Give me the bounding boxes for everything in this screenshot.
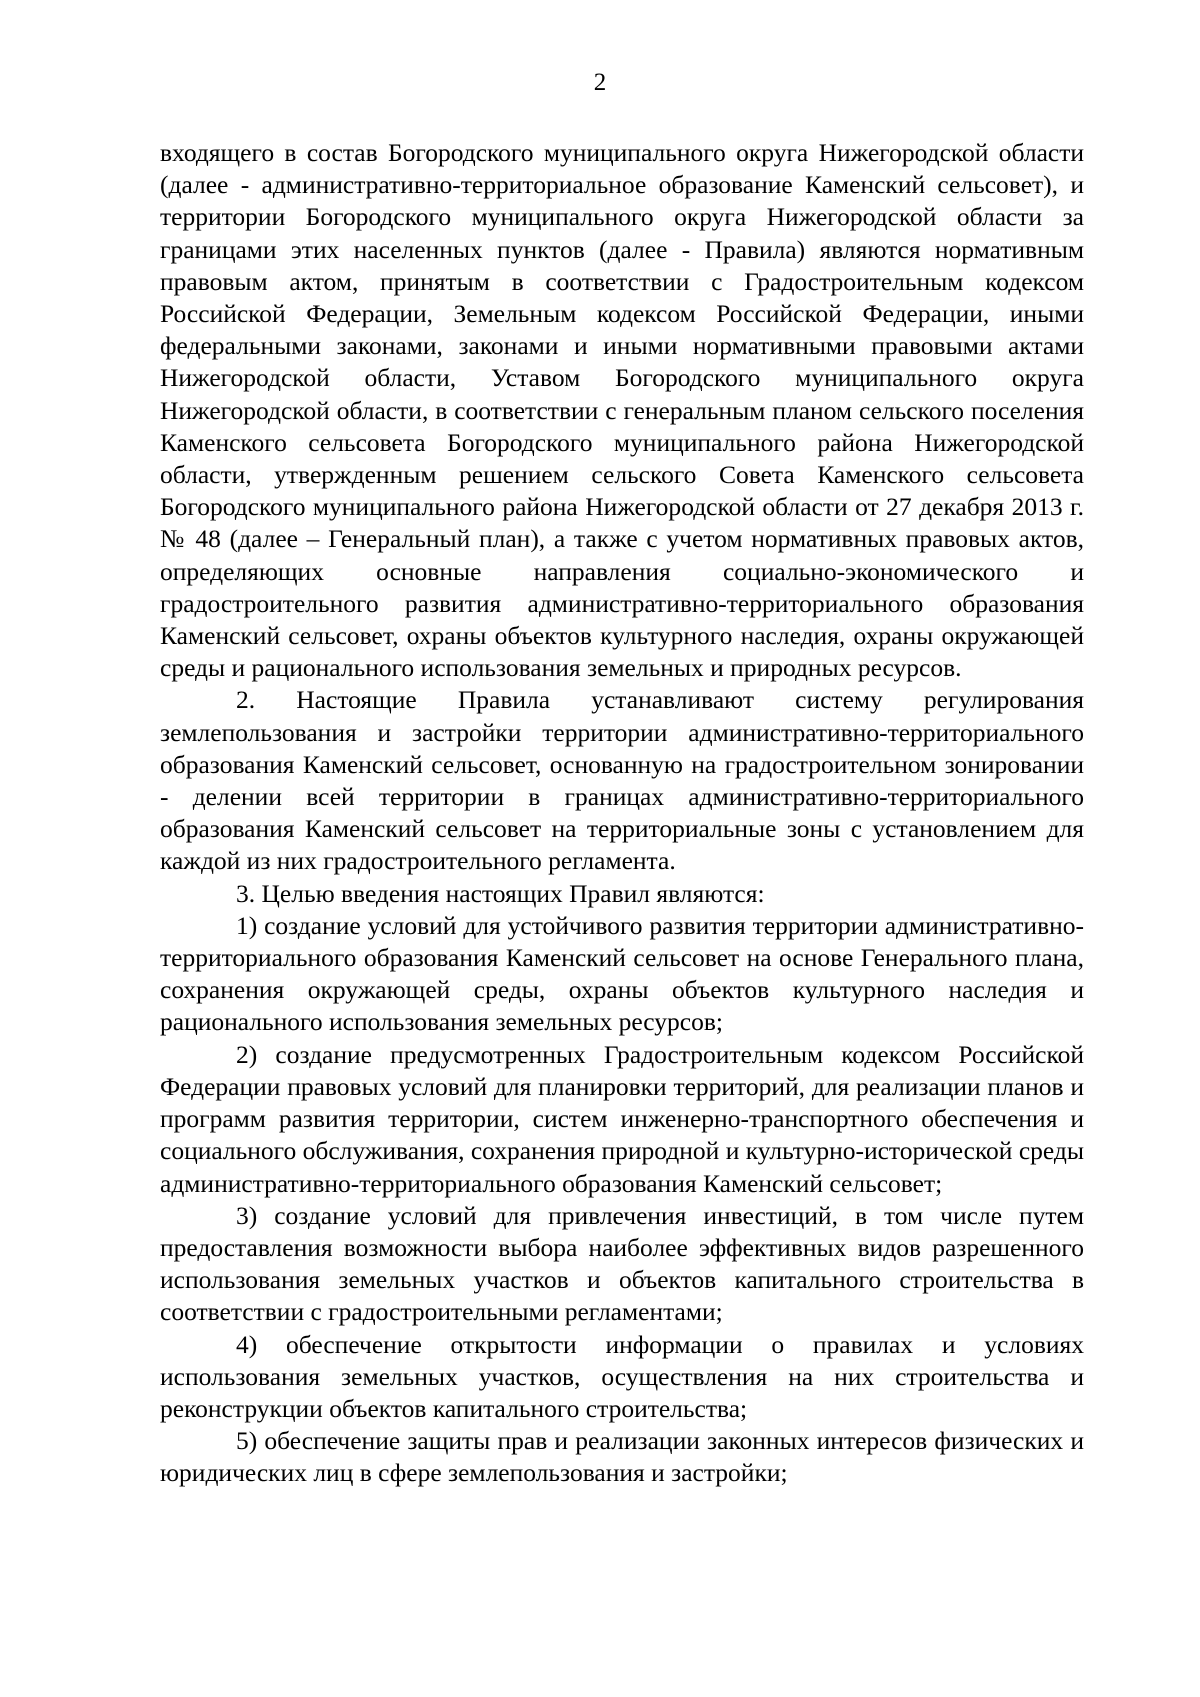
page-number: 2	[593, 69, 607, 96]
list-item-4: 4) обеспечение открытости информации о правилах и условиях использования земельных участков, осуществления на них строительства и реконструкции объектов капитального строительства;	[160, 1329, 1084, 1423]
paragraph-item-2: 2. Настоящие Правила устанавливают систему регулирования землепользования и застройки территории административно-территориального образования Каменский сельсовет, основанную на градостроительном зонировании - делении всей территории в границах административно-территориального образования Каменский сельсовет на территориальные зоны с установлением для каждой из них градостроительного регламента.	[160, 685, 1084, 876]
list-item-3: 3) создание условий для привлечения инвестиций, в том числе путем предоставления возможности выбора наиболее эффективных видов разрешенного использования земельных участков и объектов капитального строительства в соответствии с градостроительными регламентами;	[160, 1200, 1084, 1327]
list-item-2: 2) создание предусмотренных Градостроительным кодексом Российской Федерации правовых условий для планировки территорий, для реализации планов и программ развития территории, систем инженерно-транспортного обеспечения и социального обслуживания, сохранения природной и культурно-исторической среды административно-территориального образования Каменский сельсовет;	[160, 1039, 1084, 1198]
list-item-1: 1) создание условий для устойчивого развития территории административно-территориального образования Каменский сельсовет на основе Генерального плана, сохранения окружающей среды, охраны объектов культурного наследия и рационального использования земельных ресурсов;	[160, 910, 1084, 1037]
document-body	[160, 137, 1084, 1490]
paragraph-item-3: 3. Целью введения настоящих Правил являются:	[236, 878, 765, 908]
paragraph-continuation: входящего в состав Богородского муниципального округа Нижегородской области (далее - административно-территориальное образование Каменский сельсовет), и территории Богородского муниципального округа Нижегородской области за границами этих населенных пунктов (далее - Правила) являются нормативным правовым актом, принятым в соответствии с Градостроительным кодексом Российской Федерации, Земельным кодексом Российской Федерации, иными федеральными законами, законами и иными нормативными правовыми актами Нижегородской области, Уставом Богородского муниципального округа Нижегородской области, в соответствии с генеральным планом сельского поселения Каменского сельсовета Богородского муниципального района Нижегородской области, утвержденным решением сельского Совета Каменского сельсовета Богородского муниципального района Нижегородской области от 27 декабря 2013 г. № 48 (далее – Генеральный план), а также с учетом нормативных правовых актов, определяющих основные направления социально-экономического и градостроительного развития административно-территориального образования Каменский сельсовет, охраны объектов культурного наследия, охраны окружающей среды и рационального использования земельных и природных ресурсов.	[160, 138, 1084, 683]
list-item-5: 5) обеспечение защиты прав и реализации законных интересов физических и юридических лиц в сфере землепользования и застройки;	[160, 1426, 1084, 1488]
